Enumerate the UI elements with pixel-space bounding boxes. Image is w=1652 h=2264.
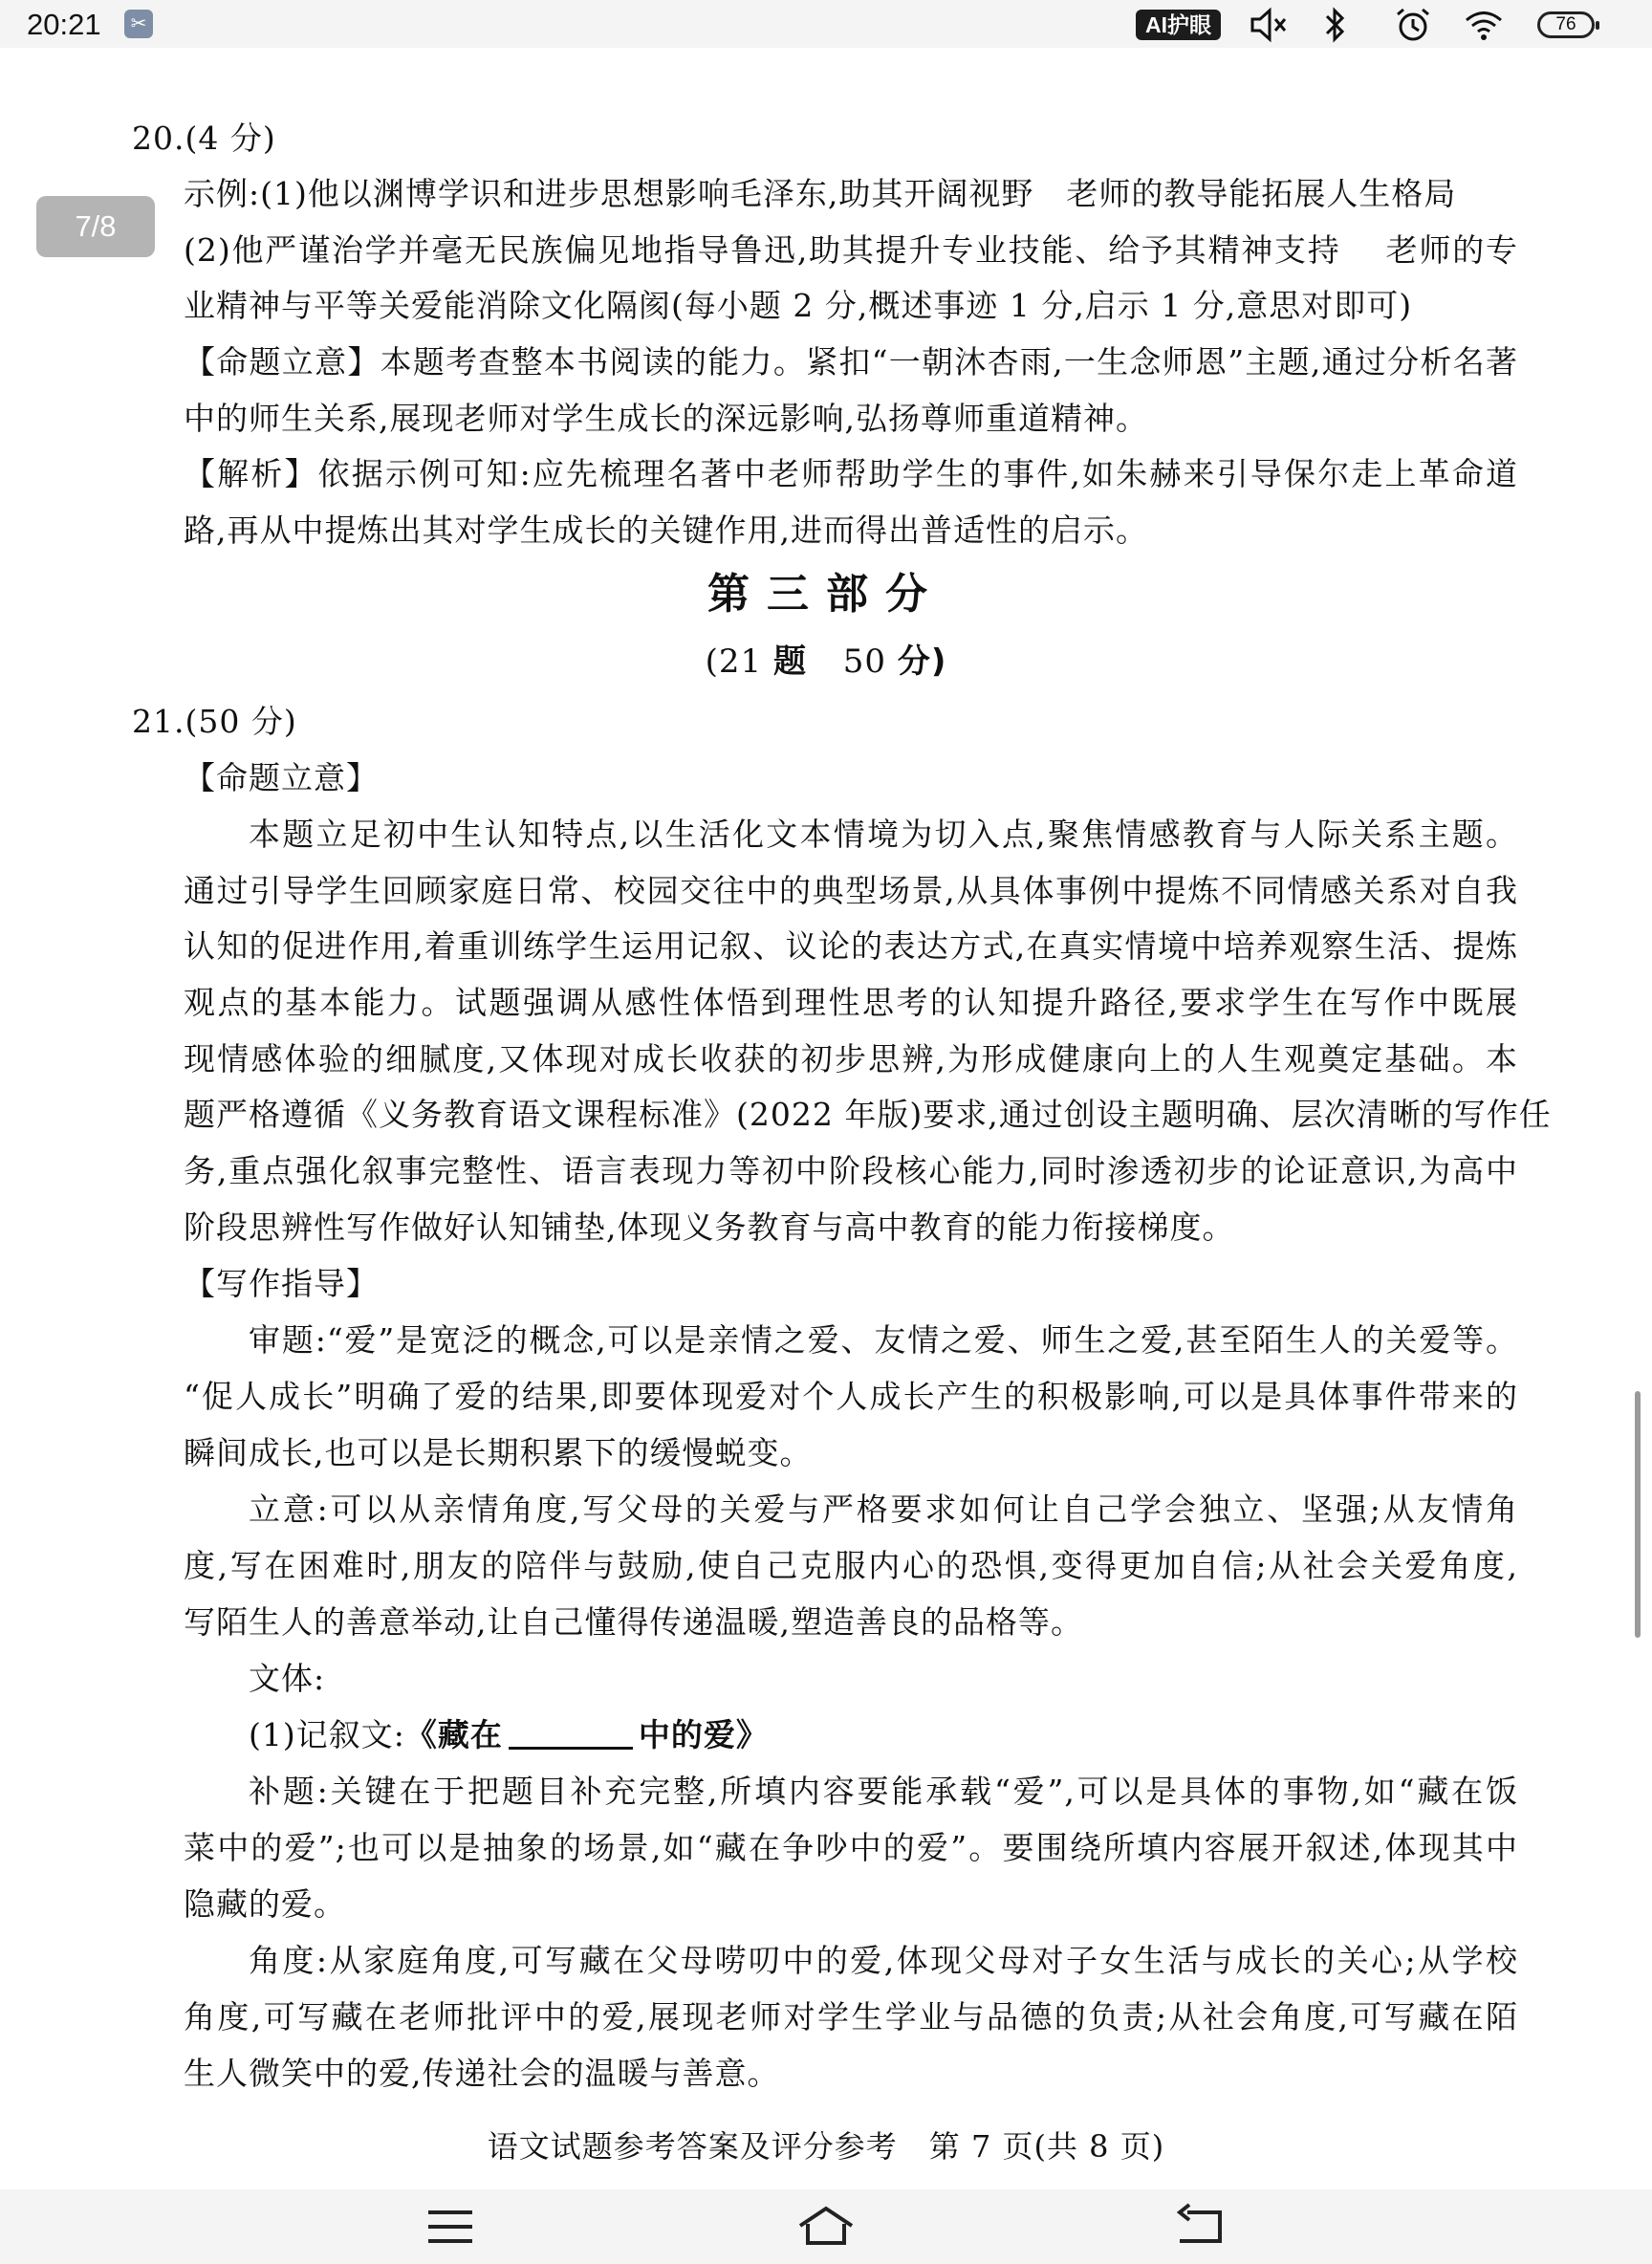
alarm-icon xyxy=(1392,6,1434,44)
q21-intent-line: 观点的基本能力。试题强调从感性体悟到理性思考的认知提升路径,要求学生在写作中既展 xyxy=(184,984,1518,1021)
q21-jiaodu-line: 角度,可写藏在老师批评中的爱,展现老师对学生学业与品德的负责;从社会角度,可写藏在陌 xyxy=(184,1998,1518,2035)
q20-line: 路,再从中提炼出其对学生成长的关键作用,进而得出普适性的启示。 xyxy=(184,512,1148,549)
q20-line: 业精神与平等关爱能消除文化隔阂(每小题 2 分,概述事迹 1 分,启示 1 分,意思对即可) xyxy=(184,287,1413,324)
q21-number: 21.(50 分) xyxy=(132,703,297,740)
battery-icon: 76 xyxy=(1537,11,1595,38)
q21-liyi-line: 立意:可以从亲情角度,写父母的关爱与严格要求如何让自己学会独立、坚强;从友情角 xyxy=(249,1491,1518,1528)
q21-intent-line: 务,重点强化叙事完整性、语言表现力等初中阶段核心能力,同时渗透初步的论证意识,为高中 xyxy=(184,1152,1518,1189)
q21-heading-guide: 【写作指导】 xyxy=(184,1265,379,1302)
q21-shenti-line: 瞬间成长,也可以是长期积累下的缓慢蜕变。 xyxy=(184,1434,813,1471)
status-time: 20:21 xyxy=(27,8,101,41)
part-title: 第三部分 xyxy=(707,570,945,619)
q21-intent-line: 题严格遵循《义务教育语文课程标准》(2022 年版)要求,通过创设主题明确、层次清晰的写作任 xyxy=(184,1096,1552,1133)
navigation-bar xyxy=(0,2189,1652,2264)
q21-buti-line: 补题:关键在于把题目补充完整,所填内容要能承载“爱”,可以是具体的事物,如“藏在饭 xyxy=(249,1773,1518,1810)
q21-liyi-line: 度,写在困难时,朋友的陪伴与鼓励,使自己克服内心的恐惧,变得更加自信;从社会关爱角度, xyxy=(184,1547,1518,1584)
title-blank xyxy=(509,1718,633,1750)
home-icon[interactable] xyxy=(793,2201,859,2253)
part-subtitle-open: (21 xyxy=(705,642,763,681)
narrative-title-open: 《藏在 xyxy=(404,1716,503,1753)
part-subtitle-score: 50 xyxy=(842,642,887,681)
wifi-icon xyxy=(1463,6,1505,44)
q21-intent-line: 认知的促进作用,着重训练学生运用记叙、议论的表达方式,在真实情境中培养观察生活、提炼 xyxy=(184,927,1518,965)
part-subtitle xyxy=(0,642,1652,681)
q21-intent-line: 通过引导学生回顾家庭日常、校园交往中的典型场景,从具体事例中提炼不同情感关系对自我 xyxy=(184,872,1518,909)
q20-line: (2)他严谨治学并毫无民族偏见地指导鲁迅,助其提升专业技能、给予其精神支持 老师的专 xyxy=(184,231,1518,269)
part-subtitle-ti: 题 xyxy=(772,642,807,681)
status-bar xyxy=(0,0,1652,48)
q21-heading-intent: 【命题立意】 xyxy=(184,759,379,796)
q21-intent-line: 现情感体验的细腻度,又体现对成长收获的初步思辨,为形成健康向上的人生观奠定基础。本 xyxy=(184,1040,1518,1078)
q21-liyi-line: 写陌生人的善意举动,让自己懂得传递温暖,塑造善良的品格等。 xyxy=(184,1603,1083,1641)
q21-narrative-title xyxy=(249,1716,1583,1754)
q21-buti-line: 菜中的爱”;也可以是抽象的场景,如“藏在争吵中的爱”。要围绕所填内容展开叙述,体现其中 xyxy=(184,1829,1518,1866)
q20-line: 【命题立意】本题考查整本书阅读的能力。紧扣“一朝沐杏雨,一生念师恩”主题,通过分析名著 xyxy=(184,343,1518,381)
q21-intent-line: 阶段思辨性写作做好认知铺垫,体现义务教育与高中教育的能力衔接梯度。 xyxy=(184,1208,1235,1246)
back-icon[interactable] xyxy=(1168,2201,1235,2253)
page-indicator: 7/8 xyxy=(36,196,155,257)
scrollbar[interactable] xyxy=(1635,1391,1641,1638)
q21-buti-line: 隐藏的爱。 xyxy=(184,1885,346,1923)
q20-line: 【解析】依据示例可知:应先梳理名著中老师帮助学生的事件,如朱赫来引导保尔走上革命道 xyxy=(184,455,1518,492)
part-subtitle-close: 分) xyxy=(897,642,947,681)
q21-shenti-line: 审题:“爱”是宽泛的概念,可以是亲情之爱、友情之爱、师生之爱,甚至陌生人的关爱等。 xyxy=(249,1321,1518,1359)
q20-number: 20.(4 分) xyxy=(132,120,276,157)
page-footer: 语文试题参考答案及评分参考 第 7 页(共 8 页) xyxy=(487,2128,1165,2165)
q21-shenti-line: “促人成长”明确了爱的结果,即要体现爱对个人成长产生的积极影响,可以是具体事件带来的 xyxy=(184,1378,1518,1415)
mute-icon xyxy=(1249,6,1291,44)
narrative-title-close: 中的爱》 xyxy=(638,1716,769,1753)
q20-line: 中的师生关系,展现老师对学生成长的深远影响,弘扬尊师重道精神。 xyxy=(184,400,1148,437)
menu-icon[interactable] xyxy=(417,2201,484,2253)
q20-line: 示例:(1)他以渊博学识和进步思想影响毛泽东,助其开阔视野 老师的教导能拓展人生格局 xyxy=(184,175,1457,212)
narrative-prefix: (1)记叙文: xyxy=(249,1716,405,1753)
scissors-app-icon: ✂ xyxy=(124,10,153,38)
q21-intent-line: 本题立足初中生认知特点,以生活化文本情境为切入点,聚焦情感教育与人际关系主题。 xyxy=(249,816,1518,853)
q21-jiaodu-line: 生人微笑中的爱,传递社会的温暖与善意。 xyxy=(184,2055,780,2092)
bluetooth-icon xyxy=(1314,6,1356,44)
q21-wenti: 文体: xyxy=(249,1660,326,1697)
q21-jiaodu-line: 角度:从家庭角度,可写藏在父母唠叨中的爱,体现父母对子女生活与成长的关心;从学校 xyxy=(249,1942,1518,1979)
ai-eye-care-badge: AI护眼 xyxy=(1136,10,1221,40)
